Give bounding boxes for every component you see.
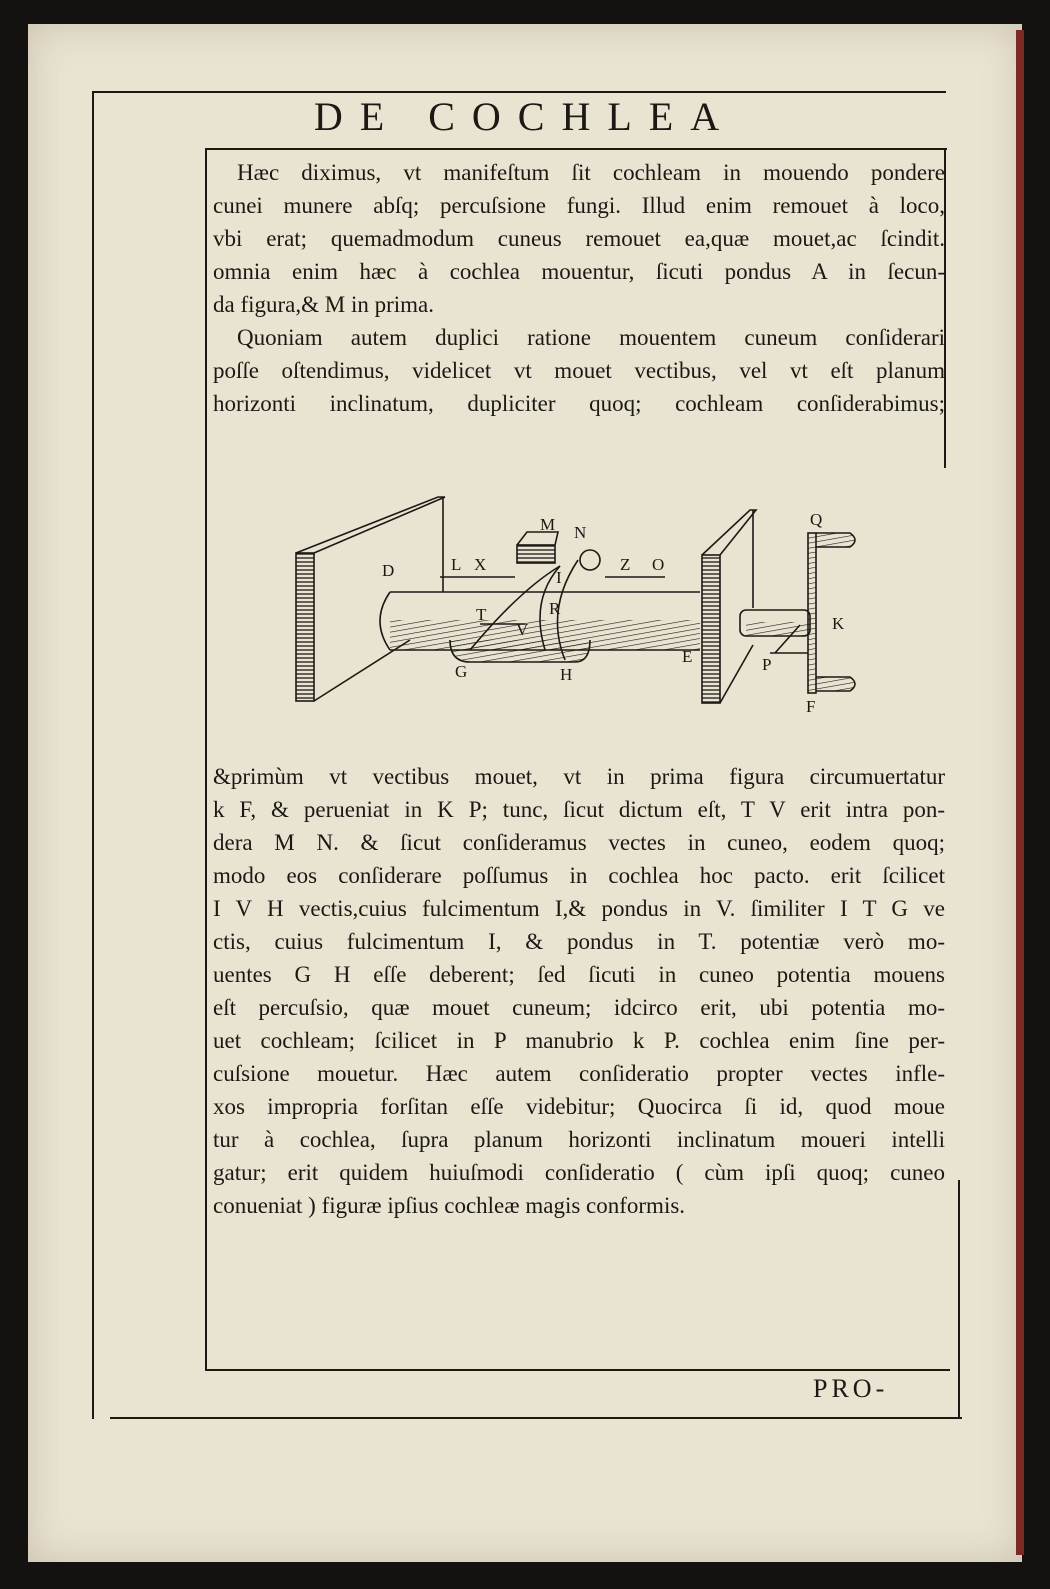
figure-label-x: X <box>474 555 487 574</box>
text-line: vbi erat; quemadmodum cuneus remouet ea,quæ mouet,ac ſcindit. <box>213 226 945 251</box>
figure-label-v: V <box>516 620 529 639</box>
figure-label-g: G <box>455 662 468 681</box>
text-line: xos impropria forſitan eſſe videbitur; Quocirca ſi id, quod moue <box>213 1094 945 1119</box>
text-line: uet cochleam; ſcilicet in P manubrio k P. cochlea enim ſine per- <box>213 1028 945 1053</box>
figure-label-e: E <box>682 647 693 666</box>
figure-label-k: K <box>832 614 845 633</box>
text-line: uentes G H eſſe deberent; ſed ſicuti in cuneo potentia mouens <box>213 962 945 987</box>
text-line: k F, & perueniat in K P; tunc, ſicut dictum eſt, T V erit intra pon- <box>213 797 945 822</box>
figure-label-o: O <box>652 555 665 574</box>
figure-label-d: D <box>382 561 395 580</box>
figure-label-z: Z <box>620 555 631 574</box>
catchword: PRO- <box>813 1374 889 1403</box>
text-line: dera M N. & ſicut conſideramus vectes in cuneo, eodem quoq; <box>213 830 945 855</box>
text-line: ctis, cuius fulcimentum I, & pondus in T. potentiæ verò mo- <box>213 929 945 954</box>
text-line: cunei munere abſq; percuſsione fungi. Illud enim remouet à loco, <box>213 193 945 218</box>
text-line: poſſe oſtendimus, videlicet vt mouet vectibus, vel vt eſt planum <box>213 358 945 383</box>
text-line: Hæc diximus, vt manifeſtum ſit cochleam in mouendo pondere <box>237 160 945 185</box>
text-line: eſt percuſsio, quæ mouet cuneum; idcirco erit, ubi potentia mo- <box>213 995 945 1020</box>
text-line: tur à cochlea, ſupra planum horizonti inclinatum moueri intelli <box>213 1127 945 1152</box>
figure-label-r: R <box>549 599 561 618</box>
text-line: omnia enim hæc à cochlea mouentur, ſicuti pondus A in ſecun- <box>213 259 945 284</box>
text-line: cuſsione mouetur. Hæc autem conſideratio propter vectes infle- <box>213 1061 945 1086</box>
figure-label-m: M <box>540 515 556 534</box>
paragraph-3 <box>213 760 945 1222</box>
text-line: modo eos conſiderare poſſumus in cochlea hoc pacto. erit ſcilicet <box>213 863 945 888</box>
text-line: da figura,& M in prima. <box>213 292 435 317</box>
text-line: gatur; erit quidem huiuſmodi conſideratio ( cùm ipſi quoq; cuneo <box>213 1160 945 1185</box>
figure-label-q: Q <box>810 510 823 529</box>
figure-label-t: T <box>476 605 487 624</box>
text-line: Quoniam autem duplici ratione mouentem cuneum conſiderari <box>237 325 945 350</box>
text-line: conueniat ) figuræ ipſius cochleæ magis conformis. <box>213 1193 686 1218</box>
figure-label-n: N <box>574 523 587 542</box>
figure-label-p: P <box>762 655 772 674</box>
text-line: &primùm vt vectibus mouet, vt in prima figura circumuertatur <box>213 764 945 789</box>
figure-label-i: I <box>556 568 562 587</box>
text-line: horizonti inclinatum, dupliciter quoq; cochleam conſiderabimus; <box>213 391 945 416</box>
page-title: DE COCHLEA <box>313 94 737 139</box>
figure-label-f: F <box>806 697 816 716</box>
figure-label-l: L <box>451 555 462 574</box>
text-line: I V H vectis,cuius fulcimentum I,& pondus in V. ſimiliter I T G ve <box>213 896 945 921</box>
figure-label-h: H <box>560 665 573 684</box>
